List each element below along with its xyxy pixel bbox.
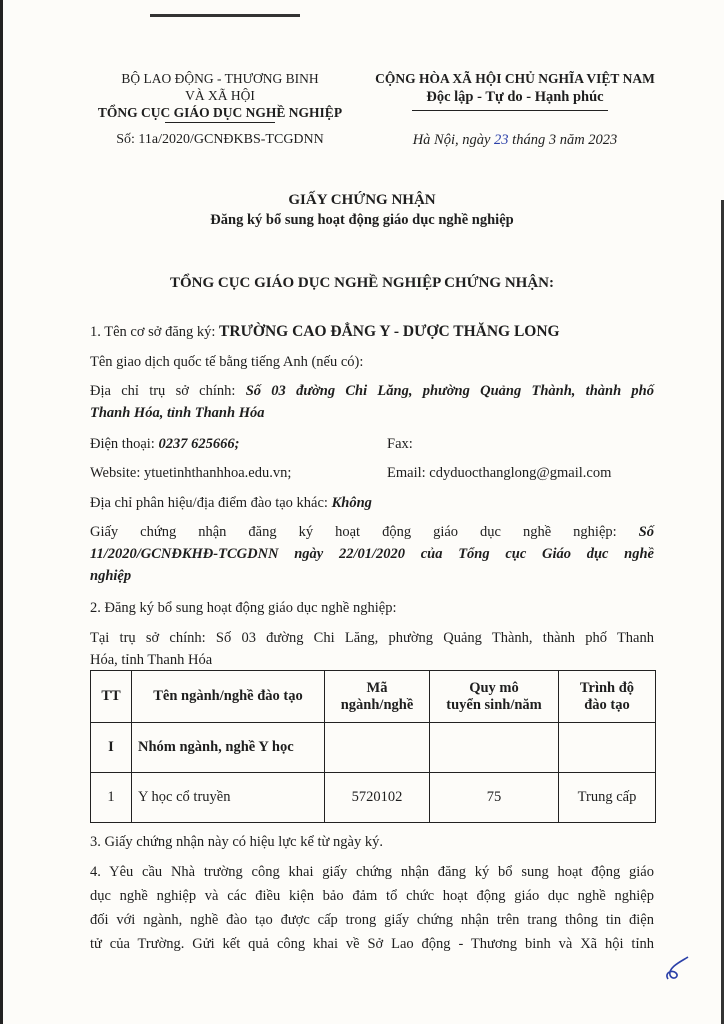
cell-scale xyxy=(430,723,559,773)
issue-date xyxy=(345,132,685,149)
section-4-line-1: 4. Yêu cầu Nhà trường công khai giấy chứng nhận đăng ký bổ sung hoạt động giáo xyxy=(90,864,654,880)
hq-line-1: Tại trụ sở chính: Số 03 đường Chi Lăng, phường Quảng Thành, thành phố Thanh xyxy=(90,630,654,646)
header-right xyxy=(345,70,685,106)
hq-line-2: Hóa, tỉnh Thanh Hóa xyxy=(90,652,213,668)
table-header-row xyxy=(91,671,656,723)
section-4-line-2: dục nghề nghiệp và các điều kiện bảo đảm tổ chức hoạt động giáo dục nghề nghiệp xyxy=(90,888,654,904)
table-row xyxy=(91,773,656,823)
branch-value: Không xyxy=(331,495,372,511)
scan-top-mark xyxy=(150,14,300,17)
cert-label: Giấy chứng nhận đăng ký hoạt động giáo dục nghề nghiệp: xyxy=(90,524,639,540)
date-day: 23 xyxy=(494,132,509,148)
th-level-1: Trình độ xyxy=(579,679,635,696)
ministry-line-1: BỘ LAO ĐỘNG - THƯƠNG BINH xyxy=(121,71,319,86)
section-2-heading: 2. Đăng ký bổ sung hoạt động giáo dục nghề nghiệp: xyxy=(90,600,397,616)
certifies-heading: TỔNG CỤC GIÁO DỤC NGHỀ NGHIỆP CHỨNG NHẬN: xyxy=(169,275,555,291)
cell-code xyxy=(325,723,430,773)
address-line-1 xyxy=(90,381,654,401)
cell-code: 5720102 xyxy=(325,773,430,823)
date-suffix: tháng 3 năm 2023 xyxy=(512,132,618,148)
phone-label: Điện thoại: xyxy=(90,436,159,452)
training-table xyxy=(90,670,656,823)
section-1-name xyxy=(90,322,654,342)
initial-signature-icon xyxy=(662,955,692,983)
cert-line-1 xyxy=(90,522,654,542)
agency-underline xyxy=(165,122,275,123)
table-row xyxy=(91,723,656,773)
certificate-subtitle: Đăng ký bổ sung hoạt động giáo dục nghề nghiệp xyxy=(210,212,514,228)
institution-name: TRƯỜNG CAO ĐẲNG Y - DƯỢC THĂNG LONG xyxy=(219,323,560,340)
motto-underline xyxy=(412,110,608,111)
cell-name: Y học cổ truyền xyxy=(132,773,325,823)
branch-line xyxy=(90,493,654,513)
cell-name: Nhóm ngành, nghề Y học xyxy=(132,723,325,773)
agency-name: TỔNG CỤC GIÁO DỤC NGHỀ NGHIỆP xyxy=(97,105,343,120)
th-name: Tên ngành/nghề đào tạo xyxy=(132,671,325,723)
address-value-2: Thanh Hóa, tỉnh Thanh Hóa xyxy=(90,405,265,421)
website-label: Website: xyxy=(90,465,144,481)
cell-tt: 1 xyxy=(91,773,132,823)
country-name: CỘNG HÒA XÃ HỘI CHỦ NGHĨA VIỆT NAM xyxy=(375,71,655,86)
address-label: Địa chỉ trụ sở chính: xyxy=(90,383,246,399)
th-code xyxy=(325,671,430,723)
doc-number: Số: 11a/2020/GCNĐKBS-TCGDNN xyxy=(116,132,324,147)
cell-scale: 75 xyxy=(430,773,559,823)
section-4-line-3: đối với ngành, nghề đào tạo được cấp trong giấy chứng nhận trên trang thông tin điện xyxy=(90,912,654,928)
cell-level xyxy=(559,723,656,773)
th-level-2: đào tạo xyxy=(584,696,630,713)
th-level xyxy=(559,671,656,723)
section-4-line-4: tử của Trường. Gửi kết quả công khai về Sở Lao động - Thương binh và Xã hội tỉnh xyxy=(90,936,654,952)
motto: Độc lập - Tự do - Hạnh phúc xyxy=(426,89,604,105)
ministry-line-2: VÀ XÃ HỘI xyxy=(185,88,255,103)
cell-tt: I xyxy=(91,723,132,773)
cell-level: Trung cấp xyxy=(559,773,656,823)
date-prefix: Hà Nội, ngày xyxy=(412,132,491,148)
section-1-label: 1. Tên cơ sở đăng ký: xyxy=(90,324,220,340)
branch-label: Địa chỉ phân hiệu/địa điểm đào tạo khác: xyxy=(90,495,332,511)
th-code-1: Mã xyxy=(366,679,388,696)
cert-value-1: Số xyxy=(638,524,654,540)
intl-name-line: Tên giao dịch quốc tế bằng tiếng Anh (nếu có): xyxy=(90,354,364,370)
phone-value: 0237 625666; xyxy=(158,436,240,452)
fax-label: Fax: xyxy=(387,436,413,452)
email-line xyxy=(387,463,611,483)
section-3: 3. Giấy chứng nhận này có hiệu lực kể từ ngày ký. xyxy=(90,834,383,850)
scan-left-edge xyxy=(0,0,3,1024)
email-value: cdyduocthanglong@gmail.com xyxy=(429,465,612,481)
header-left xyxy=(70,70,370,121)
th-scale-2: tuyển sinh/năm xyxy=(446,696,542,713)
certificate-title: GIẤY CHỨNG NHẬN xyxy=(288,192,436,208)
th-code-2: ngành/nghề xyxy=(340,696,414,713)
th-tt: TT xyxy=(91,671,132,723)
email-label: Email: xyxy=(387,465,430,481)
address-value-1: Số 03 đường Chi Lăng, phường Quảng Thành, thành phố xyxy=(245,383,654,399)
th-scale xyxy=(430,671,559,723)
website-value: ytuetinhthanhhoa.edu.vn; xyxy=(144,465,292,481)
cert-value-3: nghiệp xyxy=(90,568,132,584)
cert-value-2: 11/2020/GCNĐKHĐ-TCGDNN ngày 22/01/2020 của Tổng cục Giáo dục nghề xyxy=(90,546,654,562)
phone-line xyxy=(90,434,654,454)
th-scale-1: Quy mô xyxy=(469,679,519,696)
